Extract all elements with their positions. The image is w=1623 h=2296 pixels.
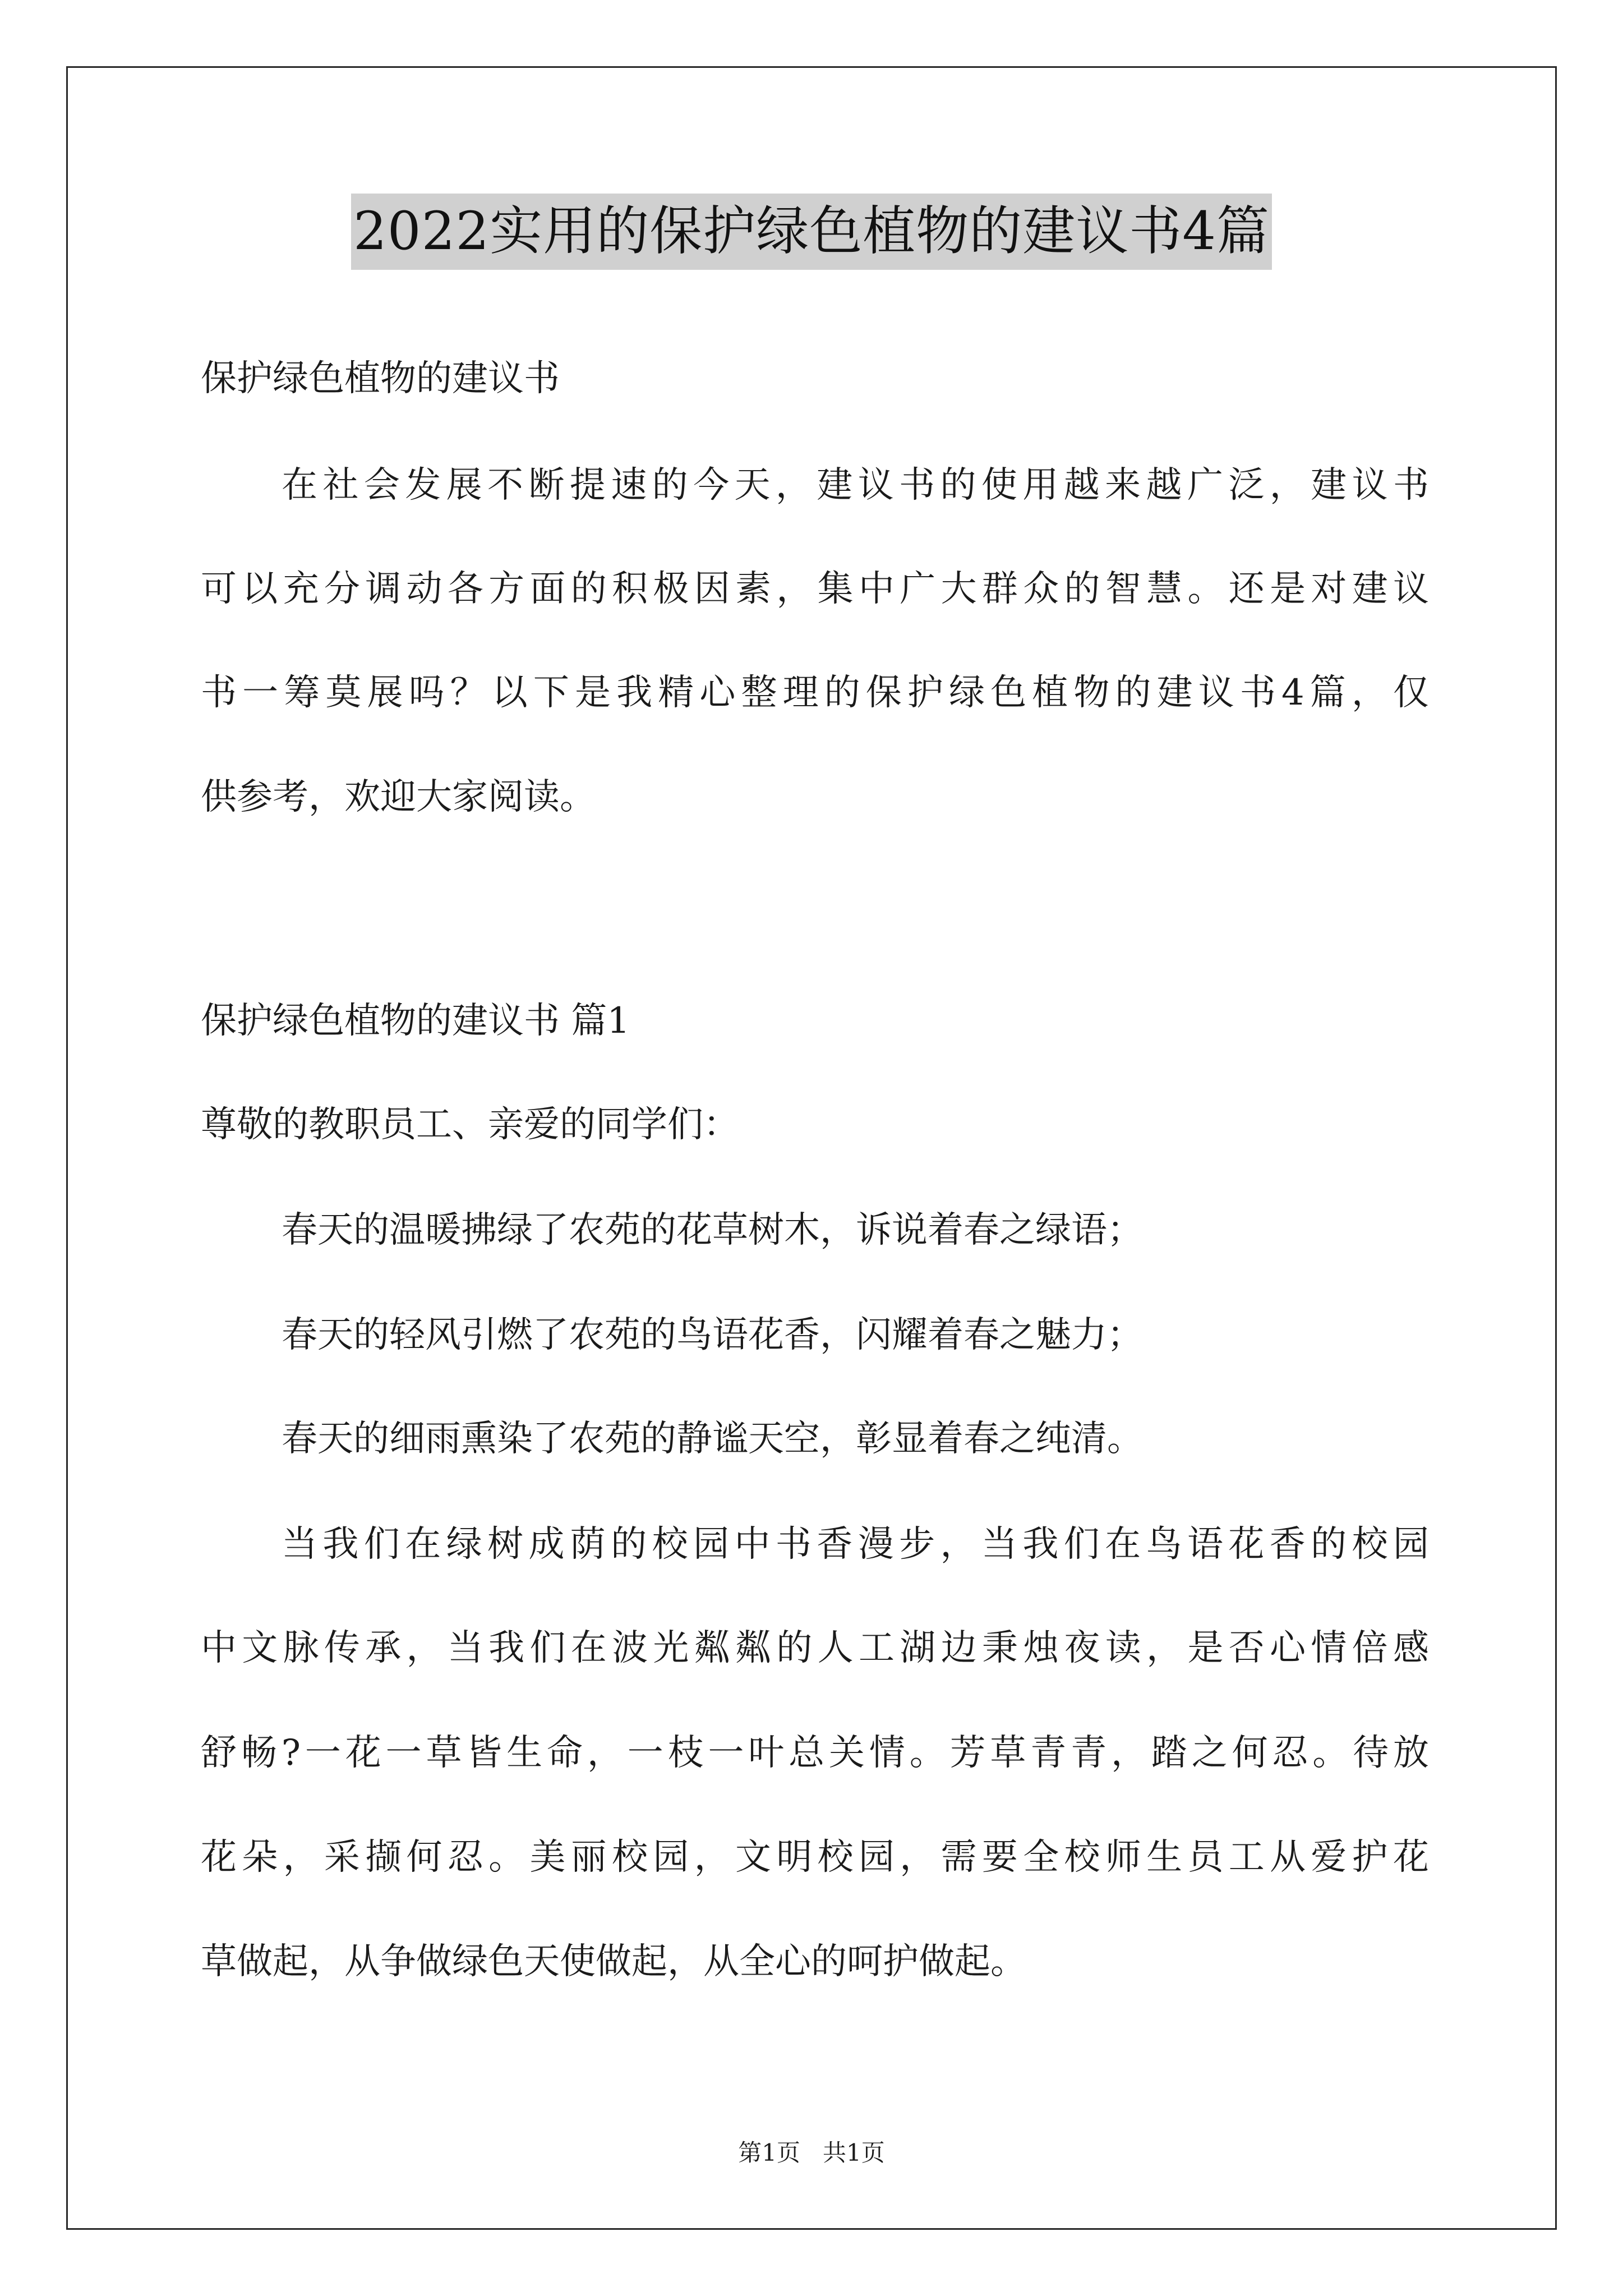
paragraph-line: 舒畅?一花一草皆生命，一枝一叶总关情。芳草青青，踏之何忍。待放 <box>201 1732 1429 1774</box>
paragraph-line: 春天的细雨熏染了农苑的静谧天空，彰显着春之纯清。 <box>282 1418 1143 1460</box>
paragraph-line: 春天的轻风引燃了农苑的鸟语花香，闪耀着春之魅力； <box>282 1314 1143 1356</box>
page-number: 第1页 <box>738 2139 800 2166</box>
page-total: 共1页 <box>823 2139 885 2166</box>
paragraph-line: 当我们在绿树成荫的校园中书香漫步，当我们在鸟语花香的校园 <box>282 1524 1429 1565</box>
paragraph-line: 花朵，采撷何忍。美丽校园，文明校园，需要全校师生员工从爱护花 <box>201 1837 1429 1878</box>
paragraph-line: 供参考，欢迎大家阅读。 <box>201 776 596 818</box>
paragraph-line: 春天的温暖拂绿了农苑的花草树木，诉说着春之绿语； <box>282 1209 1143 1251</box>
title-container <box>0 194 1623 270</box>
paragraph-line: 书一筹莫展吗？以下是我精心整理的保护绿色植物的建议书4篇，仅 <box>201 672 1429 714</box>
section-heading: 保护绿色植物的建议书 篇1 <box>201 1000 630 1042</box>
paragraph-line: 草做起，从争做绿色天使做起，从全心的呵护做起。 <box>201 1941 1026 1982</box>
paragraph-line: 中文脉传承，当我们在波光粼粼的人工湖边秉烛夜读，是否心情倍感 <box>201 1627 1429 1669</box>
salutation: 尊敬的教职员工、亲爱的同学们： <box>201 1104 739 1145</box>
paragraph-line: 可以充分调动各方面的积极因素，集中广大群众的智慧。还是对建议 <box>201 568 1429 610</box>
page-footer <box>0 2136 1623 2170</box>
section-heading: 保护绿色植物的建议书 <box>201 358 560 399</box>
document-title: 2022实用的保护绿色植物的建议书4篇 <box>351 194 1272 270</box>
paragraph-line: 在社会发展不断提速的今天，建议书的使用越来越广泛，建议书 <box>282 464 1429 506</box>
